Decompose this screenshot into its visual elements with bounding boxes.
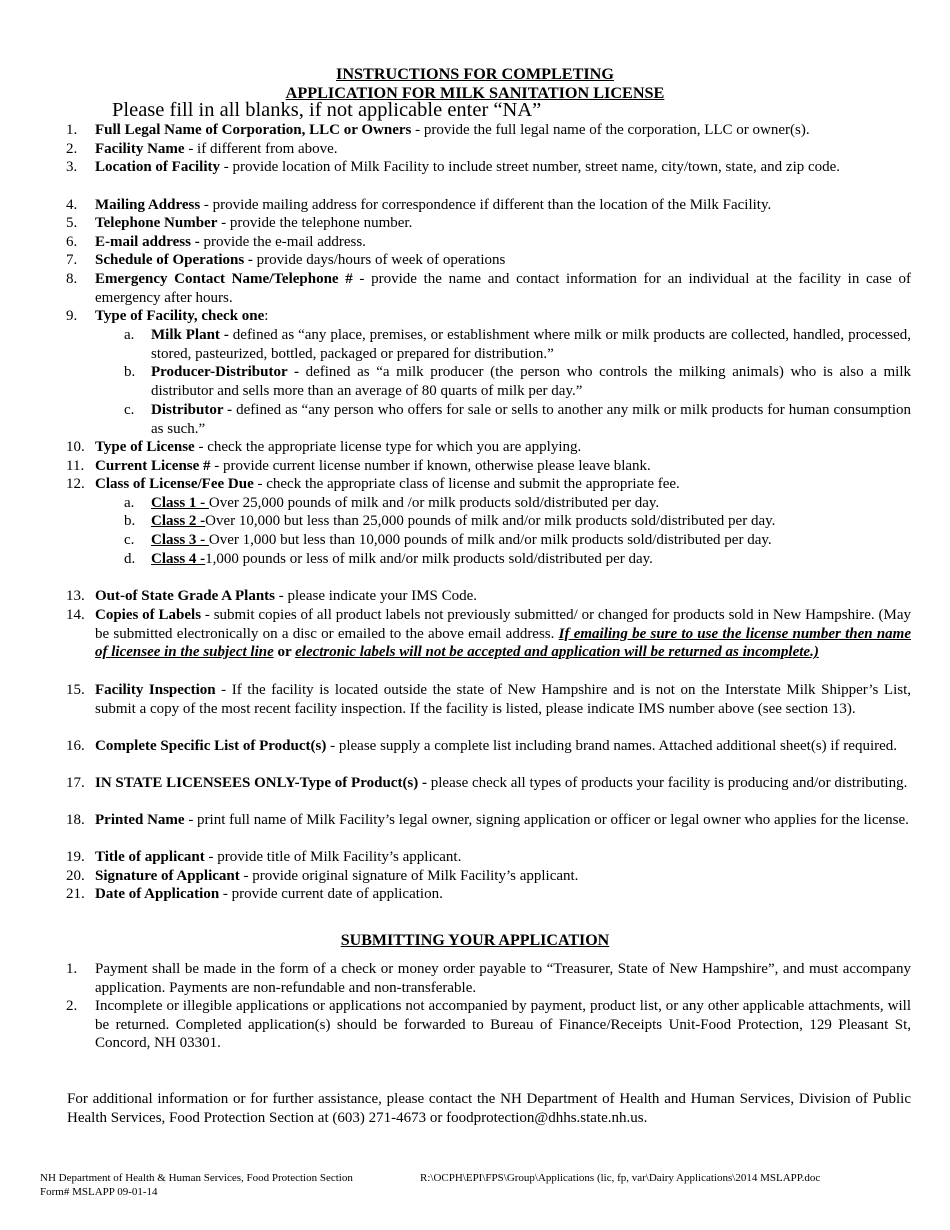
item-number: 3. [66,159,78,175]
item-number: 1. [66,961,78,977]
item-letter: a. [124,327,135,343]
item-text: provide days/hours of week of operations [252,252,506,268]
item-label: Type of License [95,439,195,455]
item-text: - provide mailing address for correspondence if different than the location of the Milk Facility. [200,197,772,213]
title-line-1: INSTRUCTIONS FOR COMPLETING [336,65,614,83]
item-text: - provide the telephone number. [217,215,413,231]
class-text: 1,000 pounds or less of milk and/or milk products sold/distributed per day. [205,551,653,567]
class-label: Class 4 - [151,551,206,567]
item-letter: a. [124,495,135,511]
item-text: Payment shall be made in the form of a check or money order payable to “Treasurer, State of New Hampshire”, and must accompany application. Payments are non-refundable and non-transferable. [95,961,911,996]
item-number: 7. [66,252,78,268]
item-number: 8. [66,271,78,287]
item-label: Mailing Address [95,197,201,213]
item-label: Complete Specific List of Product(s) [95,738,327,754]
item-number: 14. [66,607,85,623]
footer-file-path: R:\OCPH\EPI\FPS\Group\Applications (lic, fp, var\Dairy Applications\2014 MSLAPP.doc [420,1172,821,1184]
item-text: - if different from above. [184,141,338,157]
item-text: - provide current license number if known, otherwise please leave blank. [210,458,651,474]
item-text: defined as “any person who offers for sale or sells to another any milk or milk products for human consumption as such.” [151,402,911,437]
item-number: 18. [66,812,85,828]
item-label: Facility Name [95,141,185,157]
item-label: Type of Facility, check one [95,308,265,324]
class-label: Class 3 - [151,532,209,548]
title-line-2: APPLICATION FOR MILK SANITATION LICENSE [285,84,665,102]
email-instruction: If emailing be sure to use the license number then name of licensee in the subject line [95,625,911,661]
item-label: Date of Application [95,886,220,902]
item-number: 6. [66,234,78,250]
item-number: 13. [66,588,85,604]
item-number: 20. [66,868,85,884]
item-label: Facility Inspection [95,682,216,698]
class-text: Over 25,000 pounds of milk and /or milk products sold/distributed per day. [208,495,660,511]
item-number: 19. [66,849,85,865]
item-label: Current License # [95,458,211,474]
item-number: 15. [66,682,85,698]
item-number: 4. [66,197,78,213]
item-label: Full Legal Name of Corporation, LLC or Owners [95,122,412,138]
item-text: - If the facility is located outside the state of New Hampshire and is not on the Interstate Milk Shipper’s List, submit a copy of the most recent facility inspection. If the facility is listed, please indicate IMS number above (see section 13). [95,682,911,717]
item-label: Out-of State Grade A Plants [95,588,275,604]
item-text: Incomplete or illegible applications or applications not accompanied by payment, product list, or any other applicable attachments, will be returned. Completed application(s) should be forwarded to Bureau of Finance/Receipts Unit-Food Protection, 129 Pleasant St, Concord, NH 03301. [95,998,911,1052]
item-label: Schedule of Operations - [95,252,253,268]
item-text: - please indicate your IMS Code. [275,588,478,604]
item-text: please check all types of products your facility is producing and/or distributing. [427,775,908,791]
item-text: - provide original signature of Milk Facility’s applicant. [239,868,579,884]
item-text: : [264,308,269,324]
submitting-section-title: SUBMITTING YOUR APPLICATION [340,932,610,949]
item-letter: d. [124,551,136,567]
item-text: - provide current date of application. [219,886,443,902]
item-text: defined as “any place, premises, or establishment where milk or milk products are collected, handled, processed, stored, pasteurized, bottled, packaged or prepared for distribution.” [151,327,912,362]
footer-form-number: Form# MSLAPP 09-01-14 [40,1186,158,1198]
item-label: Milk Plant - [151,327,229,343]
contact-paragraph: For additional information or for further assistance, please contact the NH Department of Health and Human Services, Division of Public Health Services, Food Protection Section at (603) 271-4673 or foodprotection@dhhs.state.nh.us. [67,1091,911,1126]
item-label: IN STATE LICENSEES ONLY-Type of Product(s) - [95,775,428,791]
item-number: 17. [66,775,85,791]
item-label: Class of License/Fee Due [95,476,254,492]
item-text: - please supply a complete list including brand names. Attached additional sheet(s) if required. [326,738,898,754]
or-connector: or [273,644,296,661]
item-text: - provide the name and contact information for an individual at the facility in case of emergency after hours. [95,271,911,306]
item-label: Copies of Labels [95,607,202,623]
item-label: E-mail address - [95,234,200,250]
class-text: Over 10,000 but less than 25,000 pounds of milk and/or milk products sold/distributed per day. [205,513,776,529]
class-text: Over 1,000 but less than 10,000 pounds of milk and/or milk products sold/distributed per day. [208,532,772,548]
item-letter: c. [124,402,135,418]
item-number: 2. [66,998,78,1014]
item-number: 21. [66,886,85,902]
class-label: Class 2 - [151,513,206,529]
item-text: - check the appropriate license type for which you are applying. [194,439,582,455]
item-letter: c. [124,532,135,548]
item-label: Printed Name [95,812,185,828]
item-letter: b. [124,364,136,380]
item-label: Telephone Number [95,215,218,231]
item-label: Producer-Distributor - [151,364,299,380]
item-number: 5. [66,215,78,231]
footer-department: NH Department of Health & Human Services, Food Protection Section [40,1172,353,1184]
item-letter: b. [124,513,136,529]
item-label: Title of applicant [95,849,205,865]
item-text: - print full name of Milk Facility’s legal owner, signing application or officer or legal owner who applies for the license. [184,812,909,828]
item-number: 16. [66,738,85,754]
item-text: - provide title of Milk Facility’s applicant. [204,849,462,865]
item-number: 9. [66,308,78,324]
item-number: 11. [66,458,85,474]
item-number: 12. [66,476,85,492]
item-number: 2. [66,141,78,157]
item-text: - provide the full legal name of the corporation, LLC or owner(s). [411,122,810,138]
item-text: - check the appropriate class of license and submit the appropriate fee. [253,476,680,492]
fill-note: Please fill in all blanks, if not applicable enter “NA” [112,99,542,121]
item-text: defined as “a milk producer (the person who controls the milking animals) who is also a milk distributor and sells more than an average of 80 quarts of milk per day.” [151,364,911,399]
rejection-warning: electronic labels will not be accepted and application will be returned as incomplete.) [295,644,819,661]
item-label: Distributor - [151,402,233,418]
class-label: Class 1 - [151,495,209,511]
item-label: Location of Facility [95,159,220,175]
item-label: Signature of Applicant [95,868,240,884]
item-text: - provide location of Milk Facility to include street number, street name, city/town, state, and zip code. [219,159,841,175]
item-text: provide the e-mail address. [199,234,366,250]
item-number: 1. [66,122,78,138]
item-number: 10. [66,439,85,455]
item-text: - submit copies of all product labels not previously submitted/ or changed for products sold in New Hampshire. (May be submitted electronically on a disc or emailed to the above email address. [95,607,911,642]
item-label: Emergency Contact Name/Telephone # [95,271,353,287]
